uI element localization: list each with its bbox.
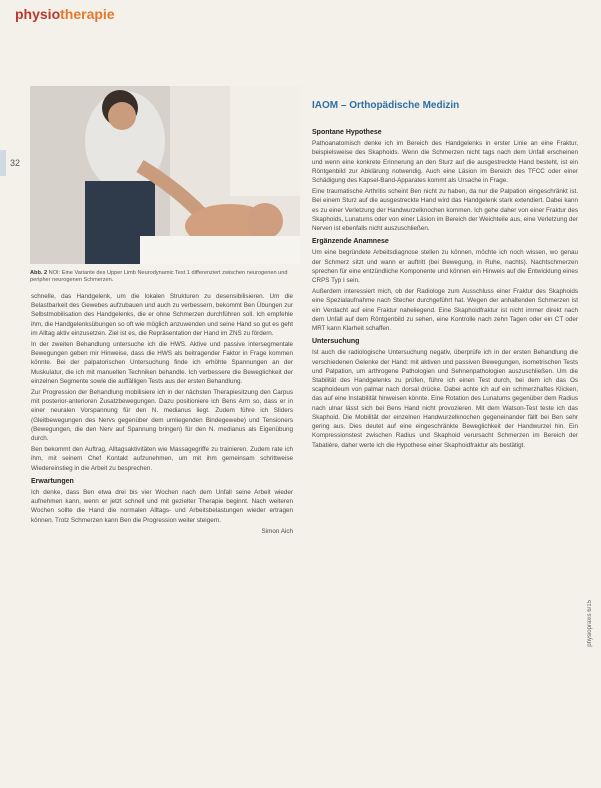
left-paragraph: Zur Progression der Behandlung mobilisiere ich in der nächsten Therapiesitzung den Carpus mit posterior-anterioren Zusatzbewegungen. Dazu positioniere ich Bens Arm so, dass er in einer neuralen Vorspannung für den N. medianus liegt. Zudem führe ich Sliders (Gleitbewegungen des Nervs gegenüber dem umliegenden Bindegewebe) und Tensioners (Bewegungen, die den Nerv auf Spannung bringen) für den N. medianus als Eigenübung durch. — [31, 389, 293, 443]
right-paragraph: Pathoanatomisch denke ich im Bereich des Handgelenks in erster Linie an eine Fraktur, beispielsweise des Skaphoids. Wenn die Schmerzen nicht tags nach dem Unfall erscheinen und wenn eine konkrete Erinnerung an den Sturz auf die ausgestreckte Hand besteht, ist ein Röntgenbild zur Abklärung notwendig. Auch eine Läsion im Bereich des TFCC oder einer Schädigung des Kapsel-Band-Apparates kommt als Ursache in Frage. — [312, 140, 578, 185]
section-heading-hypothese: Spontane Hypothese — [312, 129, 382, 136]
left-paragraph: Ben bekommt den Auftrag, Alltagsaktivitäten wie Massagegriffe zu trainieren. Zudem rate ich ihm, mit seinem Chef Kontakt aufzunehmen, um mit ihm gemeinsam schrittweise Wiedereinstieg in die Arbeit zu besprechen. — [31, 446, 293, 472]
right-paragraph: Ist auch die radiologische Untersuchung negativ, überprüfe ich in der ersten Behandlung die verschiedenen Gelenke der Hand: mit aktiven und passiven Bewegungen, isometrischen Tests und Palpation, um arthrogene Pathologien und Sehnenpathologien auszuschließen. Um die Stabilität des Handgelenks zu prüfen, führe ich einen Test durch, bei dem ich das Os scaphoideum von palmar nach dorsal drücke. Dabei achte ich auf ein schmerzhaftes Klicken, das auf eine Instabilität hinweisen könnte. Eine Rotation des Lunatums gegenüber dem Radius nach ulnar lässt sich bei Bens Hand nicht provozieren. Mit dem Watson-Test teste ich das Skaphoid. Die Mobilität der einzelnen Handwurzelknochen gegeneinander fällt bei Ben sehr gering aus. Dies deutet auf eine eingeschränkte Beweglichkeit der Handwurzel hin. Ein Kompressionstest zwischen Radius und Skaphoid verursacht Schmerzen im Bereich der Tabatière, daher werte ich die Hypothese einer Skaphoidfraktur als bestätigt. — [312, 349, 578, 449]
left-paragraph: schnelle, das Handgelenk, um die lokalen Strukturen zu desensibilisieren. Um die Belastbarkeit des Gewebes aufzubauen und auch zu verbessern, bekommt Ben Übungen zur Selbstmobilisation des Handgelenks, die er ohne Schmerzen durchführen soll. Ich empfehle ihm, die Handgelenksübungen so oft wie möglich anzuwenden und seine Hand so gut es geht im Alltag aktiv einzusetzen. Ziel ist es, die Repräsentation der Hand im ZNS zu fördern. — [31, 293, 293, 337]
right-column — [312, 124, 578, 452]
vertical-footer-text: physiopraxis 6/15 — [587, 600, 593, 647]
section-heading-untersuchung: Untersuchung — [312, 338, 360, 346]
left-paragraph: In der zweiten Behandlung untersuche ich die HWS. Aktive und passive intersegmentale Bewegungen geben mir Hinweise, dass die HWS als beitragender Faktor in Frage kommen könnte. Bei der palpatorischen Untersuchung finde ich erhöhte Spannungen an der Muskulatur, die ich mit manuellen Techniken behandle. Ich verbessere die Beweglichkeit der einzelnen Segmente sowie die auffälligen Tests aus der ersten Behandlung. — [31, 341, 293, 385]
left-paragraph: Ich denke, dass Ben etwa drei bis vier Wochen nach dem Unfall seine Arbeit wieder aufnehmen kann, wenn er jetzt schnell und mit gezielter Therapie beginnt. Nach weiteren Wochen sollte die Hand die normalen Alltags- und Arbeitsbelastungen wieder ertragen können. Trotz Schmerzen kann Ben die Progression weiter steigern. — [31, 489, 293, 524]
header-part2: therapie — [60, 6, 115, 22]
section-heading-erwartungen: Erwartungen — [31, 477, 74, 485]
magazine-header — [15, 6, 115, 22]
figure-photo — [30, 86, 300, 264]
header-part1: physio — [15, 6, 61, 22]
right-paragraph: Eine traumatische Arthritis scheint Ben nicht zu haben, da nur die Palpation eingeschränkt ist. Bei einem Sturz auf die ausgestreckte Hand wird das Handgelenk stark extendiert. Dabei kann es zu einer Verletzung der Handwurzelknochen kommen. Ich gehe daher von einer Fraktur des Skaphoids, Lunatums oder von einer Läsion im Bereich der Weichteile aus, eine Verletzung der Nerven ist ebenfalls nicht auszuschließen. — [312, 188, 578, 233]
page-number: 32 — [10, 158, 21, 168]
author-signature: Simon Aich — [261, 527, 293, 535]
section-heading-anamnese: Ergänzende Anamnese — [312, 238, 389, 246]
article-section-title: IAOM – Orthopädische Medizin — [312, 100, 460, 111]
figure-caption — [30, 270, 292, 284]
figure-caption-text: NOI: Eine Variante des Upper Limb Neurodynamic Test 1 differenziert zwischen neurogenen und peripher neurogenen Schmerzen. — [30, 270, 288, 284]
right-paragraph: Um eine begründete Arbeitsdiagnose stellen zu können, möchte ich noch wissen, wo genau der Schmerz sitzt und wann er auftritt (bei Bewegung, in Ruhe, nachts). Nachtschmerzen sprechen für eine entzündliche Komponente und können ein Hinweis auf die Entwicklung eines CRPS Typ I sein. — [312, 249, 578, 285]
left-column — [31, 292, 293, 538]
figure-caption-label: Abb. 2 — [30, 270, 48, 276]
page-marker — [0, 150, 6, 176]
therapy-photo-illustration — [30, 86, 300, 264]
right-paragraph: Außerdem interessiert mich, ob der Radiologe zum Ausschluss einer Fraktur des Skaphoids eine Spezialaufnahme nach Stecher durchgeführt hat. Wegen der anhaltenden Schmerzen ist ein Verdacht auf eine Fraktur naheliegend. Eine Skaphoidfraktur ist nicht immer direkt nach dem Unfall auf dem Röntgenbild zu sehen, eine Kontrolle nach zehn Tagen oder ein CT oder MRT kann Klarheit schaffen. — [312, 288, 578, 333]
